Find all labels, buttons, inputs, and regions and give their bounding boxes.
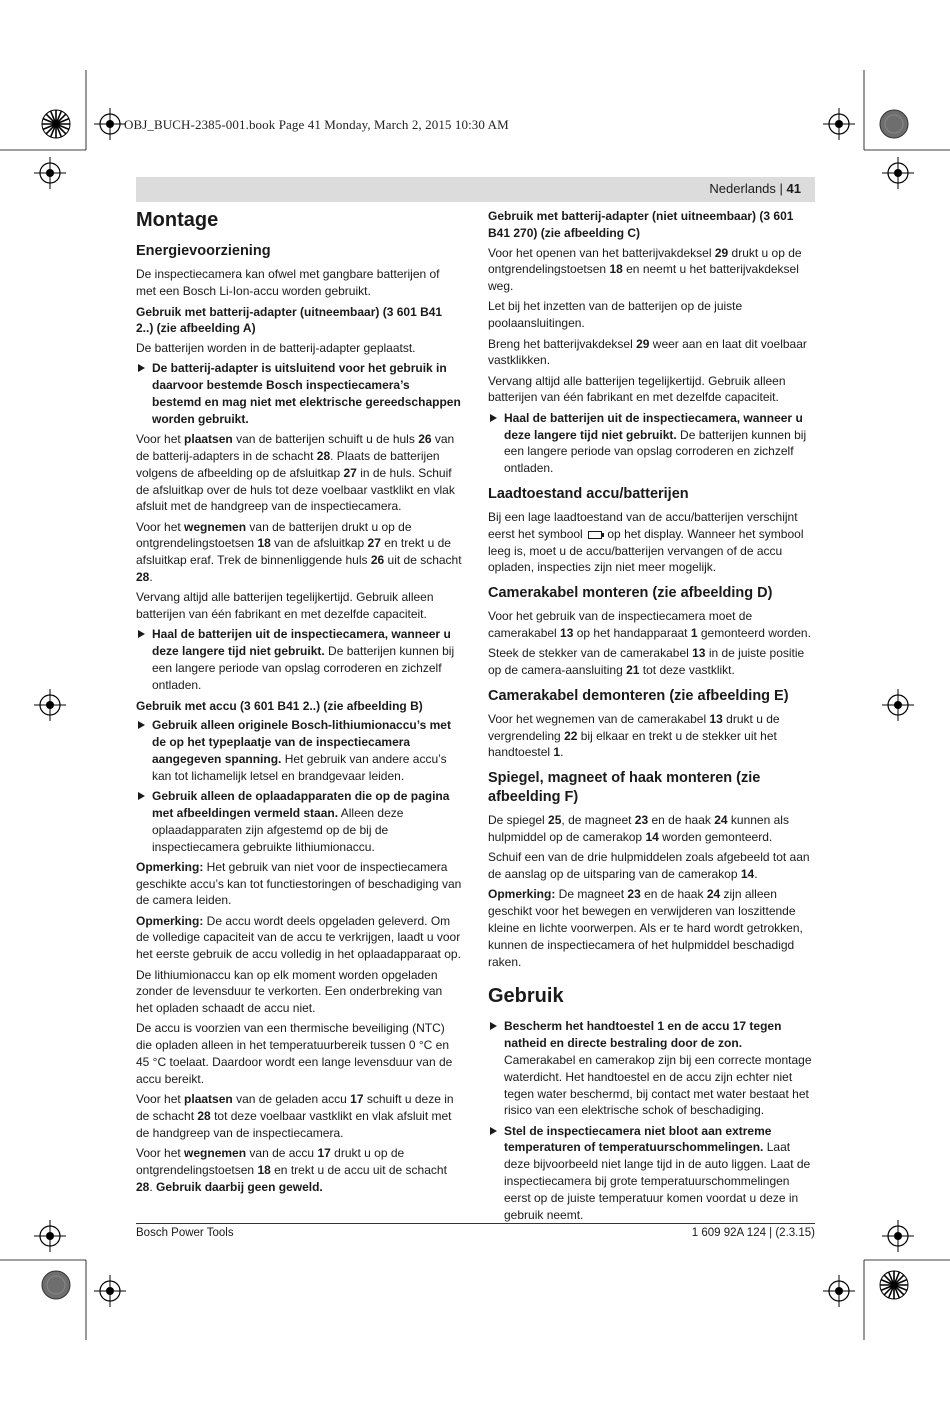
paragraph-accu-wegnemen: Voor het wegnemen van de accu 17 drukt u op de ontgrendelingstoetsen 18 en trekt u de accu uit de schacht 28. Gebruik daarbij geen geweld. [136, 1146, 447, 1194]
paragraph-spiegel-1: De spiegel 25, de magneet 23 en de haak 24 kunnen als hulpmiddel op de camerakop 14 worden gemonteerd. [488, 813, 789, 845]
footer-publisher: Bosch Power Tools [136, 1227, 234, 1239]
bullet-triangle-icon [490, 1127, 497, 1135]
bullet-triangle-icon [138, 792, 145, 800]
paragraph-spiegel-2: Schuif een van de drie hulpmiddelen zoals afgebeeld tot aan de aanslag op de uitsparing van de camerakop 14. [488, 850, 810, 882]
header-language: Nederlands [709, 181, 776, 196]
bullet-triangle-icon [490, 414, 497, 422]
left-column [136, 208, 462, 1199]
warning-bullet-adapter [136, 360, 462, 427]
battery-icon [588, 531, 602, 539]
bullet-triangle-icon [138, 630, 145, 638]
paragraph-polen: Let bij het inzetten van de batterijen op de juiste poolaansluitingen. [488, 299, 743, 331]
page-header [709, 181, 801, 196]
warning-bullet-haal-batterijen: Haal de batterijen uit de inspectiecamera, wanneer u deze langere tijd niet gebruikt. De batterijen kunnen bij een langere periode van opslag corroderen en zichzelf ontladen. [136, 626, 462, 693]
paragraph-plaatsen: Voor het plaatsen van de batterijen schuift u de huls 26 van de batterij-adapters in de schacht 28. Plaats de batterijen volgens de afbeelding op de afsluitkap 27 in de huls. Schuif de afsluitkap over de huls tot deze voelbaar vastklikt en vlak afsluit met de handgreep van de inspectiecamera. [136, 432, 455, 514]
bullet-triangle-icon [138, 364, 145, 372]
paragraph-lithium: De lithiumionaccu kan op elk moment worden opgeladen zonder de levensduur te verkorten. Een onderbreking van het opladen schaadt de accu niet. [136, 967, 443, 1016]
heading-adapter-a: Gebruik met batterij-adapter (uitneembaar) (3 601 B41 2..) (zie afbeelding A) [136, 304, 443, 336]
paragraph-cam-mont-2: Steek de stekker van de camerakabel 13 in de juiste positie op de camera-aansluiting 21 tot deze vastklikt. [488, 646, 805, 678]
paragraph-accu-plaatsen: Voor het plaatsen van de geladen accu 17 schuift u deze in de schacht 28 tot deze voelbaar vastklikt en vlak afsluit met de handgreep van de inspectiecamera. [136, 1092, 454, 1140]
paragraph-wegnemen: Voor het wegnemen van de batterijen drukt u op de ontgrendelingstoetsen 18 van de afsluitkap 27 en trekt u de afsluitkap eraf. Trek de binnenliggende huls 26 uit de schacht 28. [136, 519, 462, 585]
footer-divider [136, 1223, 815, 1224]
note-1: Opmerking: Het gebruik van niet voor de inspectiecamera geschikte accu’s kan tot functiestoringen of beschadiging van de camera leiden. [136, 859, 462, 908]
warning-text: De batterij-adapter is uitsluitend voor het gebruik in daarvoor bestemde Bosch inspectiecamera’s bestemd en mag niet met elektrische gereedschappen worden gebruikt. [152, 361, 461, 426]
paragraph-adapter-a: De batterijen worden in de batterij-adapter geplaatst. [136, 341, 416, 356]
section-title-gebruik: Gebruik [488, 985, 564, 1008]
paragraph-intro: De inspectiecamera kan ofwel met gangbare batterijen of met een Bosch Li-Ion-accu worden gebruikt. [136, 267, 440, 298]
paragraph-vervang: Vervang altijd alle batterijen tegelijkertijd. Gebruik alleen batterijen van één fabrikant en met dezelfde capaciteit. [136, 590, 434, 622]
heading-camerakabel-demonteren: Camerakabel demonteren (zie afbeelding E) [488, 687, 789, 704]
warning-bullet-temperatuur: Stel de inspectiecamera niet bloot aan extreme temperaturen of temperatuurschommelingen. Laat deze bijvoorbeeld niet lange tijd in de auto liggen. Laat de inspectiecamera bij grote temperatuurschommelingen eerst op de juiste temperatuur komen voordat u deze in gebruik neemt. [488, 1123, 814, 1224]
page-header-bar [136, 177, 815, 202]
header-separator: | [775, 181, 787, 196]
page-number: 41 [786, 181, 801, 196]
heading-adapter-c: Gebruik met batterij-adapter (niet uitneembaar) (3 601 B41 270) (zie afbeelding C) [488, 209, 794, 240]
heading-camerakabel-monteren: Camerakabel monteren (zie afbeelding D) [488, 585, 773, 602]
paragraph-breng: Breng het batterijvakdeksel 29 weer aan en laat dit voelbaar vastklikken. [488, 336, 807, 368]
heading-energievoorziening: Energievoorziening [136, 243, 271, 259]
footer-document-code: 1 609 92A 124 | (2.3.15) [691, 1227, 815, 1239]
warning-bullet-bescherm: Bescherm het handtoestel 1 en de accu 17 tegen natheid en directe bestraling door de zon. Camerakabel en camerakop zijn bij een correcte montage waterdicht. Het handtoestel en de accu zijn echter niet tegen water beschermd, bij contact met water bestaat het risico van een elektrische schok of beschadiging. [488, 1018, 814, 1119]
heading-spiegel: Spiegel, magneet of haak monteren (zie afbeelding F) [488, 770, 761, 806]
section-title-montage: Montage [136, 209, 219, 231]
bullet-triangle-icon [490, 1022, 497, 1030]
heading-laadtoestand: Laadtoestand accu/batterijen [488, 485, 689, 502]
warning-bullet-haal-batterijen-c: Haal de batterijen uit de inspectiecamera, wanneer u deze langere tijd niet gebruikt. De batterijen kunnen bij een langere periode van opslag corroderen en zichzelf ontladen. [488, 410, 814, 477]
warning-bullet-originele-accu: Gebruik alleen originele Bosch-lithiumionaccu’s met de op het typeplaatje van de inspectiecamera aangegeven spanning. Het gebruik van andere accu’s kan tot lichamelijk letsel en brandgevaar leiden. [136, 717, 462, 784]
paragraph-ntc: De accu is voorzien van een thermische beveiliging (NTC) die opladen alleen in het temperatuurbereik tussen 0 °C en 45 °C toelaat. Daardoor wordt een lange levensduur van de accu bereikt. [136, 1021, 453, 1086]
paragraph-cam-mont-1: Voor het gebruik van de inspectiecamera moet de camerakabel 13 op het handapparaat 1 gemonteerd worden. [488, 609, 811, 640]
warning-bullet-oplaadapparaten: Gebruik alleen de oplaadapparaten die op de pagina met afbeeldingen vermeld staan. Alleen deze oplaadapparaten zijn afgestemd op de bij de inspectiecamera gebruikte lithiumionaccu. [136, 788, 462, 855]
paragraph-cam-demont: Voor het wegnemen van de camerakabel 13 drukt u de vergrendeling 22 bij elkaar en trekt u de stekker uit het handtoestel 1. [488, 711, 780, 760]
file-info: OBJ_BUCH-2385-001.book Page 41 Monday, March 2, 2015 10:30 AM [124, 117, 509, 132]
paragraph-laadtoestand: Bij een lage laadtoestand van de accu/batterijen verschijnt eerst het symbool op het display. Wanneer het symbool leeg is, moet u de accu/batterijen vervangen of de accu opladen, inspecties zijn niet meer mogelijk. [488, 509, 804, 575]
heading-accu-b: Gebruik met accu (3 601 B41 2..) (zie afbeelding B) [136, 698, 423, 713]
paragraph-vervang-c: Vervang altijd alle batterijen tegelijkertijd. Gebruik alleen batterijen van één fabrikant en met dezelfde capaciteit. [488, 373, 786, 405]
paragraph-openen: Voor het openen van het batterijvakdeksel 29 drukt u op de ontgrendelingstoetsen 18 en neemt u het batterijvakdeksel weg. [488, 245, 802, 294]
note-2: Opmerking: De accu wordt deels opgeladen geleverd. Om de volledige capaciteit van de accu te verkrijgen, laadt u voor het eerste gebruik de accu volledig in het oplaadapparaat op. [136, 913, 461, 962]
bullet-triangle-icon [138, 721, 145, 729]
note-magneet: Opmerking: De magneet 23 en de haak 24 zijn alleen geschikt voor het bewegen en verwijderen van loszittende kleine en lichte voorwerpen. Als er te hard wordt getrokken, kunnen de inspectiecamera of het hulpmiddel beschadigd raken. [488, 887, 803, 969]
right-column [488, 208, 814, 1227]
